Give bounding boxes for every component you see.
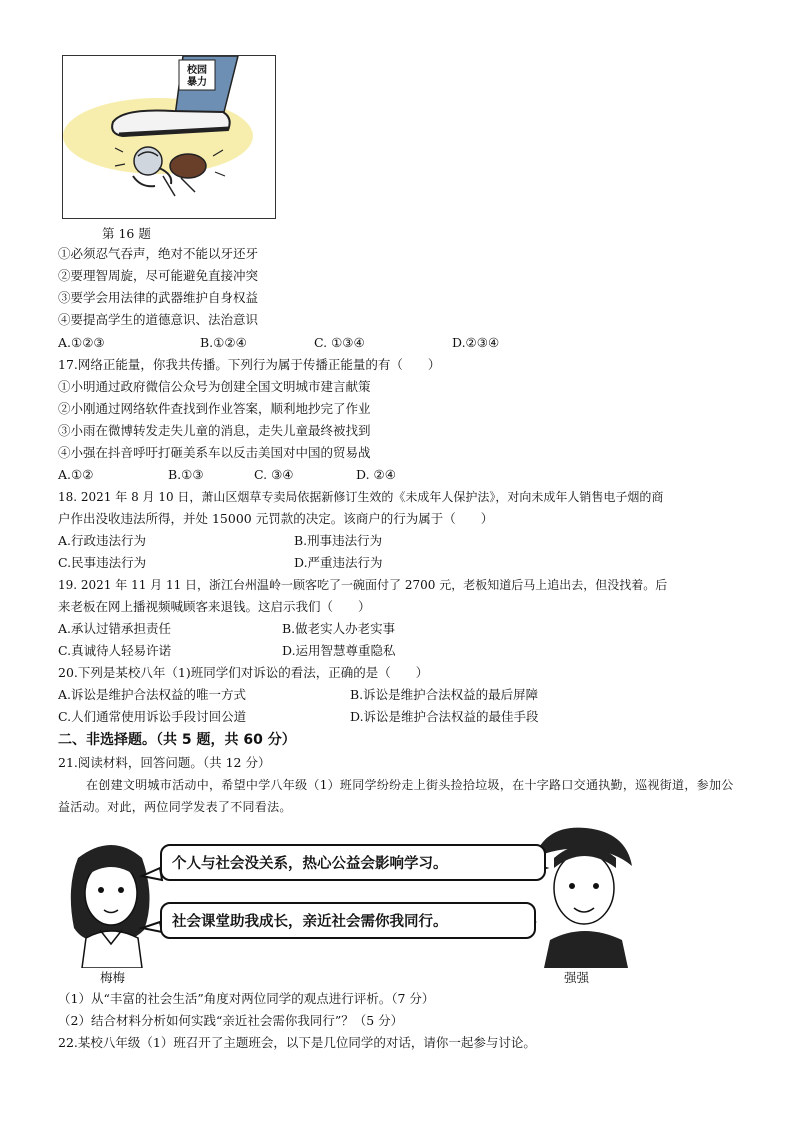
q19-option-c[interactable]: C.真诚待人轻易许诺 <box>58 643 172 658</box>
q21-subquestion-2: （2）结合材料分析如何实践“亲近社会需你我同行”？（5 分） <box>58 1013 404 1028</box>
q16-figure-caption: 第 16 题 <box>102 226 151 241</box>
q16-item-1: ①必须忍气吞声，绝对不能以牙还牙 <box>58 246 259 261</box>
q21-stem: 21.阅读材料，回答问题。（共 12 分） <box>58 755 271 770</box>
boot-stomping-student-illustration <box>63 56 275 218</box>
q19-option-d[interactable]: D.运用智慧尊重隐私 <box>282 643 396 658</box>
q16-option-d[interactable]: D.②③④ <box>452 335 500 350</box>
q20-option-c[interactable]: C.人们通常使用诉讼手段讨回公道 <box>58 709 247 724</box>
q18-stem-line-1: 18. 2021 年 8 月 10 日，萧山区烟草专卖局依据新修订生效的《未成年人保护法》，对向未成年人销售电子烟的商 <box>58 490 664 504</box>
q21-dialogue-figure <box>56 818 644 968</box>
sign-text-2: 暴力 <box>187 77 207 88</box>
q20-option-b[interactable]: B.诉讼是维护合法权益的最后屏障 <box>350 687 539 702</box>
q21-subquestion-1: （1）从“丰富的社会生活”角度对两位同学的观点进行评析。（7 分） <box>58 991 435 1006</box>
q17-item-2: ②小刚通过网络软件查找到作业答案，顺利地抄完了作业 <box>58 401 371 416</box>
sign-text-1: 校园 <box>187 65 207 76</box>
speech-bubble-meimei: 个人与社会没关系，热心公益会影响学习。 <box>160 844 546 881</box>
q17-item-1: ①小明通过政府微信公众号为创建全国文明城市建言献策 <box>58 379 371 394</box>
q16-option-a[interactable]: A.①②③ <box>58 335 105 350</box>
q21-material: 在创建文明城市活动中，希望中学八年级（1）班同学纷纷走上街头捡拾垃圾，在十字路口交通执勤，巡视街道，参加公益活动。对此，两位同学发表了不同看法。 <box>58 778 734 814</box>
q16-option-c[interactable]: C. ①③④ <box>314 335 365 350</box>
section-2-title: 二、非选择题。（共 5 题，共 60 分） <box>58 732 296 748</box>
q16-item-4: ④要提高学生的道德意识、法治意识 <box>58 312 259 327</box>
students-dialogue-illustration <box>56 818 644 968</box>
q17-option-a[interactable]: A.①② <box>58 467 94 482</box>
q22-stem: 22.某校八年级（1）班召开了主题班会，以下是几位同学的对话，请你一起参与讨论。 <box>58 1035 536 1050</box>
q18-stem-line-2: 户作出没收违法所得，并处 15000 元罚款的决定。该商户的行为属于（ ） <box>58 511 494 526</box>
q16-item-2: ②要理智周旋，尽可能避免直接冲突 <box>58 268 259 283</box>
q17-item-4: ④小强在抖音呼吁打砸美系车以反击美国对中国的贸易战 <box>58 445 371 460</box>
q19-option-b[interactable]: B.做老实人办老实事 <box>282 621 396 636</box>
q16-cartoon-figure <box>62 55 276 219</box>
q18-option-d[interactable]: D.严重违法行为 <box>294 555 383 570</box>
q16-item-3: ③要学会用法律的武器维护自身权益 <box>58 290 259 305</box>
student-name-left: 梅梅 <box>100 970 126 985</box>
q20-option-a[interactable]: A.诉讼是维护合法权益的唯一方式 <box>58 687 247 702</box>
q20-stem: 20.下列是某校八年（1)班同学们对诉讼的看法，正确的是（ ） <box>58 665 429 680</box>
speech-bubble-qiangqiang: 社会课堂助我成长，亲近社会需你我同行。 <box>160 902 536 939</box>
q17-item-3: ③小雨在微博转发走失儿童的消息，走失儿童最终被找到 <box>58 423 371 438</box>
q16-option-b[interactable]: B.①②④ <box>200 335 247 350</box>
q17-stem: 17.网络正能量，你我共传播。下列行为属于传播正能量的有（ ） <box>58 357 441 372</box>
q18-option-c[interactable]: C.民事违法行为 <box>58 555 147 570</box>
q17-option-c[interactable]: C. ③④ <box>254 467 294 482</box>
q17-option-d[interactable]: D. ②④ <box>356 467 396 482</box>
q19-stem-line-1: 19. 2021 年 11 月 11 日，浙江台州温岭一顾客吃了一碗面付了 2700 元，老板知道后马上追出去，但没找着。后 <box>58 578 668 592</box>
q18-option-b[interactable]: B.刑事违法行为 <box>294 533 383 548</box>
q20-option-d[interactable]: D.诉讼是维护合法权益的最佳手段 <box>350 709 539 724</box>
q19-stem-line-2: 来老板在网上播视频喊顾客来退钱。这启示我们（ ） <box>58 599 371 614</box>
q17-option-b[interactable]: B.①③ <box>168 467 204 482</box>
q18-option-a[interactable]: A.行政违法行为 <box>58 533 147 548</box>
student-name-right: 强强 <box>564 970 590 985</box>
q19-option-a[interactable]: A.承认过错承担责任 <box>58 621 172 636</box>
